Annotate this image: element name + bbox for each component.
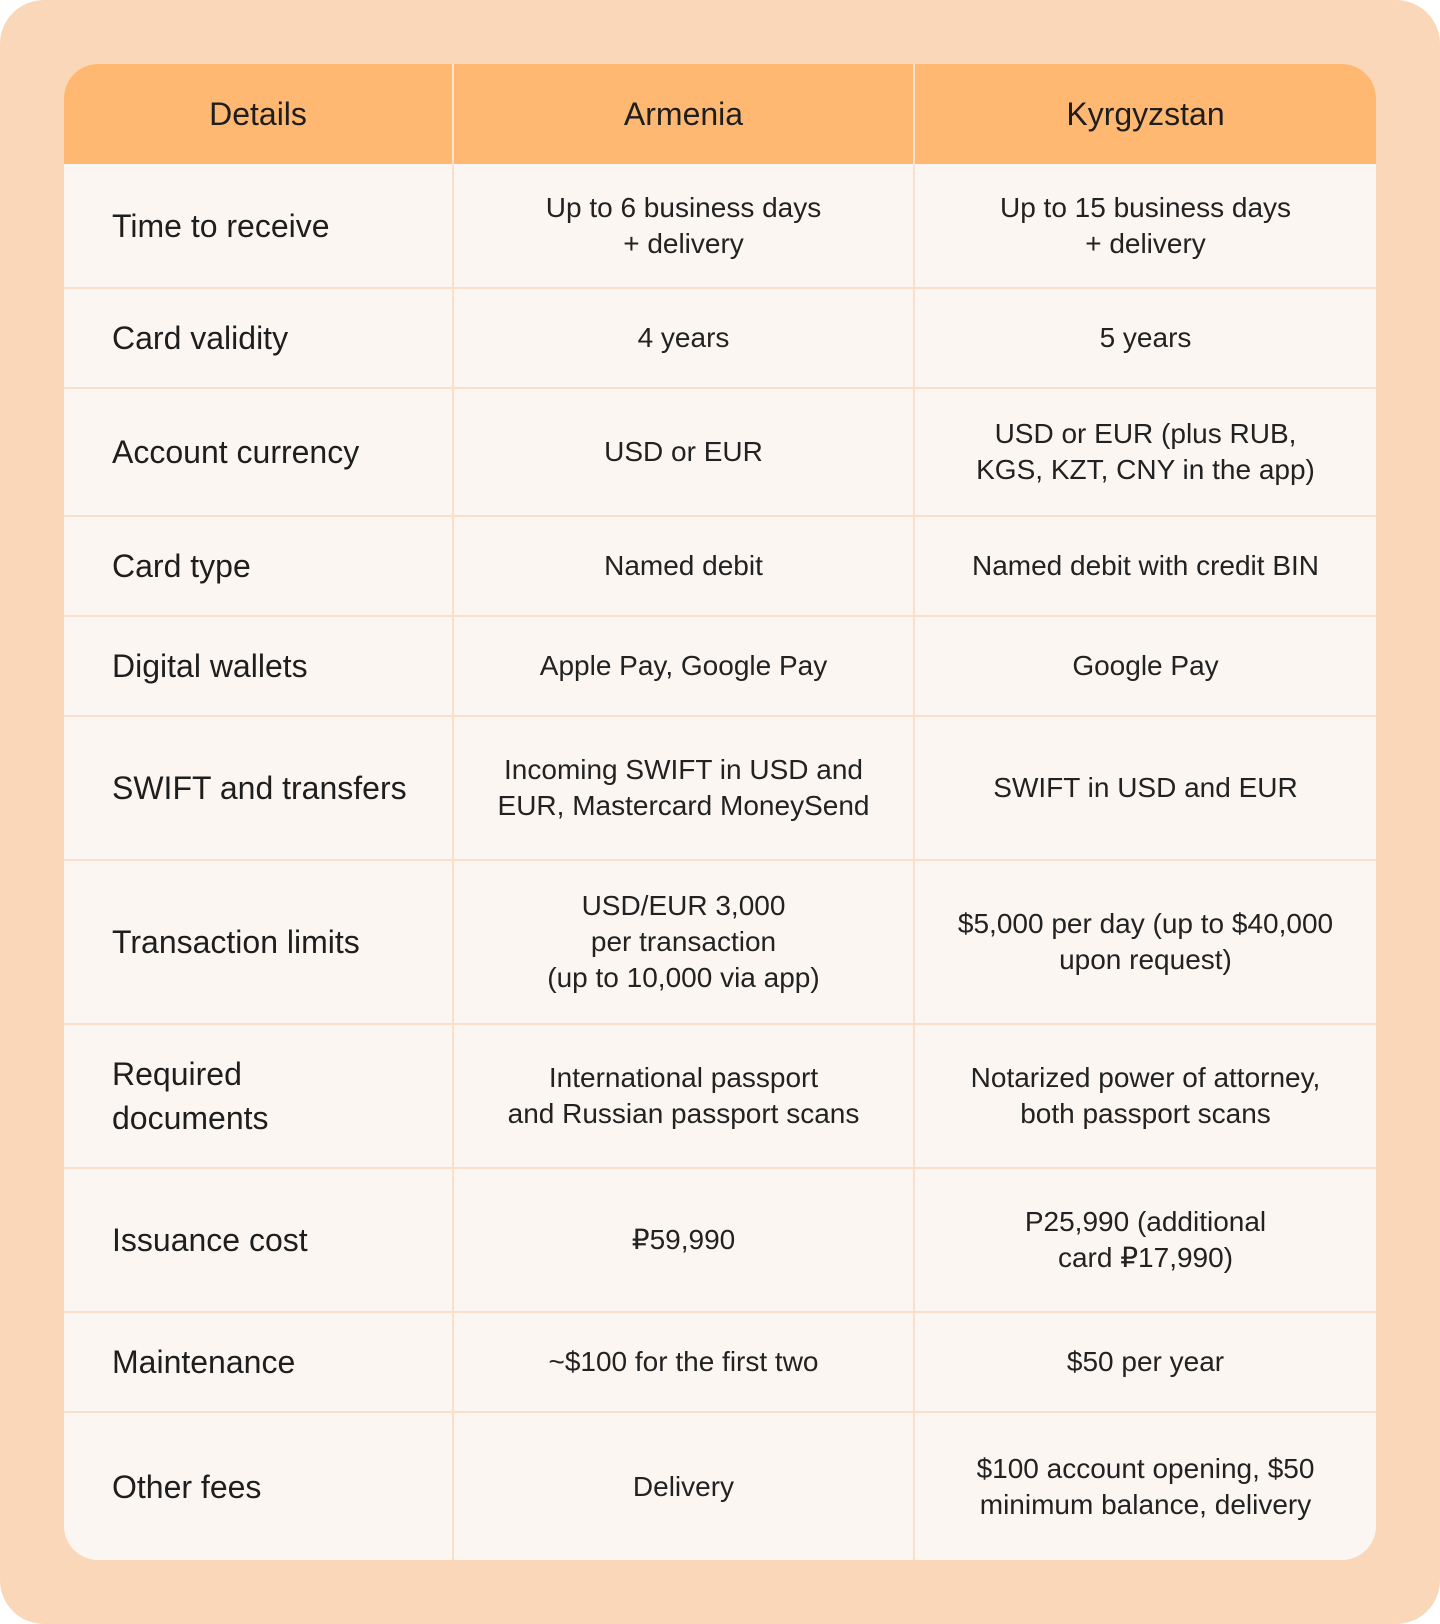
header-kyrgyzstan: Kyrgyzstan	[914, 64, 1376, 164]
row-label: Other fees	[64, 1412, 453, 1560]
armenia-value: Up to 6 business days + delivery	[453, 164, 914, 288]
armenia-value: International passport and Russian passport scans	[453, 1024, 914, 1168]
table-row	[64, 1312, 1376, 1412]
row-label: Transaction limits	[64, 860, 453, 1024]
header-armenia: Armenia	[453, 64, 914, 164]
table-row	[64, 164, 1376, 288]
armenia-value: Delivery	[453, 1412, 914, 1560]
armenia-value: 4 years	[453, 288, 914, 388]
kyrgyzstan-value: 5 years	[914, 288, 1376, 388]
row-label: SWIFT and transfers	[64, 716, 453, 860]
armenia-value: ₽59,990	[453, 1168, 914, 1312]
row-label: Account currency	[64, 388, 453, 516]
row-label: Card type	[64, 516, 453, 616]
armenia-value: Named debit	[453, 516, 914, 616]
kyrgyzstan-value: P25,990 (additional card ₽17,990)	[914, 1168, 1376, 1312]
table-row	[64, 1024, 1376, 1168]
header-row	[64, 64, 1376, 164]
table-row	[64, 616, 1376, 716]
row-label: Time to receive	[112, 207, 330, 244]
kyrgyzstan-value: USD or EUR (plus RUB, KGS, KZT, CNY in the app)	[914, 388, 1376, 516]
row-label: Digital wallets	[64, 616, 453, 716]
table-body	[64, 164, 1376, 1560]
table-row	[64, 516, 1376, 616]
table-row	[64, 288, 1376, 388]
comparison-table-card	[64, 64, 1376, 1560]
kyrgyzstan-value: $100 account opening, $50 minimum balance, delivery	[914, 1412, 1376, 1560]
table-row	[64, 860, 1376, 1024]
armenia-value: Incoming SWIFT in USD and EUR, Mastercard MoneySend	[453, 716, 914, 860]
table-row	[64, 388, 1376, 516]
row-label: Issuance cost	[64, 1168, 453, 1312]
armenia-value: USD or EUR	[453, 388, 914, 516]
row-label: Required documents	[64, 1024, 453, 1168]
comparison-table	[64, 64, 1376, 1560]
armenia-value: ~$100 for the first two	[453, 1312, 914, 1412]
kyrgyzstan-value: $50 per year	[914, 1312, 1376, 1412]
kyrgyzstan-value: Notarized power of attorney, both passport scans	[914, 1024, 1376, 1168]
row-label: Card validity	[64, 288, 453, 388]
armenia-value: USD/EUR 3,000 per transaction (up to 10,000 via app)	[453, 860, 914, 1024]
kyrgyzstan-value: Google Pay	[914, 616, 1376, 716]
header-details: Details	[64, 64, 453, 164]
table-row	[64, 1412, 1376, 1560]
row-label: Maintenance	[64, 1312, 453, 1412]
kyrgyzstan-value: Named debit with credit BIN	[914, 516, 1376, 616]
kyrgyzstan-value: SWIFT in USD and EUR	[914, 716, 1376, 860]
armenia-value: Apple Pay, Google Pay	[453, 616, 914, 716]
kyrgyzstan-value: $5,000 per day (up to $40,000 upon request)	[914, 860, 1376, 1024]
table-row	[64, 1168, 1376, 1312]
kyrgyzstan-value: Up to 15 business days + delivery	[914, 164, 1376, 288]
table-row	[64, 716, 1376, 860]
table-header	[64, 64, 1376, 164]
